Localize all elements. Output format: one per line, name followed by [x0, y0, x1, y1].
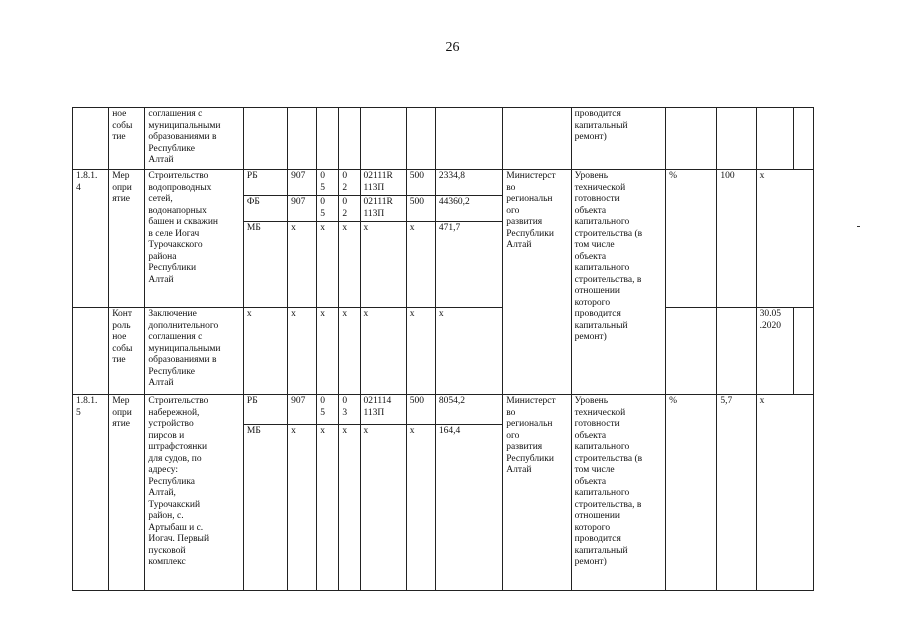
- cell-unit: [666, 308, 717, 395]
- cell-type: Конт роль ное собы тие: [109, 308, 145, 395]
- cell-rz: 0 5: [317, 170, 339, 196]
- cell-csr: х: [360, 222, 406, 308]
- cell-pr: х: [339, 308, 360, 395]
- cell-vr: 500: [406, 170, 435, 196]
- table-row: [73, 108, 814, 170]
- cell-unit: %: [666, 170, 717, 308]
- cell-date: х: [756, 395, 813, 591]
- cell-num: [73, 108, 109, 170]
- cell-indicator: проводится капитальный ремонт): [571, 108, 666, 170]
- margin-mark: [857, 226, 860, 227]
- cell-vr: х: [406, 222, 435, 308]
- cell-executor: Министерст во региональн ого развития Республики Алтай: [503, 170, 571, 395]
- table-row: [73, 308, 814, 395]
- cell-src: РБ: [243, 395, 287, 425]
- cell-csr: х: [360, 308, 406, 395]
- cell-vr: х: [406, 425, 435, 591]
- cell-vr: 500: [406, 196, 435, 222]
- cell-grbs: 907: [288, 170, 317, 196]
- cell-csr: 02111R 113П: [360, 196, 406, 222]
- cell-sum: х: [435, 308, 502, 395]
- cell-value: [717, 308, 756, 395]
- cell-pr: 0 2: [339, 170, 360, 196]
- cell-src: ФБ: [243, 196, 287, 222]
- cell-src: х: [243, 308, 287, 395]
- cell-vr: х: [406, 308, 435, 395]
- cell-src: РБ: [243, 170, 287, 196]
- cell-grbs: 907: [288, 196, 317, 222]
- cell-date: 30.05 .2020: [756, 308, 793, 395]
- cell-pr: х: [339, 222, 360, 308]
- cell-value: 5,7: [717, 395, 756, 591]
- cell-sum: 471,7: [435, 222, 502, 308]
- cell-name: Строительство водопроводных сетей, водонапорных башен и скважин в селе Иогач Турочакского района Республики Алтай: [145, 170, 244, 308]
- cell-unit: %: [666, 395, 717, 591]
- cell-value: 100: [717, 170, 756, 308]
- cell-executor: Министерст во региональн ого развития Республики Алтай: [503, 395, 571, 591]
- cell-src: МБ: [243, 222, 287, 308]
- cell-rz: х: [317, 308, 339, 395]
- cell-sum: 44360,2: [435, 196, 502, 222]
- cell-date: х: [756, 170, 813, 308]
- cell-executor: [503, 108, 571, 170]
- cell-indicator: Уровень технической готовности объекта капитального строительства (в том числе объекта капитального строительства, в отношении которого проводится капитальный ремонт): [571, 170, 666, 395]
- table-row: [73, 395, 814, 425]
- cell-sum: 8054,2: [435, 395, 502, 425]
- cell-num: 1.8.1. 4: [73, 170, 109, 308]
- cell-type: Мер опри ятие: [109, 395, 145, 591]
- cell-rz: 0 5: [317, 395, 339, 425]
- cell-grbs: х: [288, 222, 317, 308]
- cell-grbs: х: [288, 425, 317, 591]
- page-number: 26: [445, 40, 460, 55]
- cell-grbs: 907: [288, 395, 317, 425]
- cell-num: [73, 308, 109, 395]
- cell-indicator: Уровень технической готовности объекта капитального строительства (в том числе объекта капитального строительства, в отношении которого проводится капитальный ремонт): [571, 395, 666, 591]
- cell-rz: х: [317, 425, 339, 591]
- cell-name: соглашения с муниципальными образованиями в Республике Алтай: [145, 108, 244, 170]
- cell-src: МБ: [243, 425, 287, 591]
- cell-vr: 500: [406, 395, 435, 425]
- cell-name: Строительство набережной, устройство пирсов и штрафстоянки для судов, по адресу: Республика Алтай, Турочакский район, с. Артыбаш и с. Иогач. Первый пусковой комплекс: [145, 395, 244, 591]
- cell-num: 1.8.1. 5: [73, 395, 109, 591]
- cell-grbs: х: [288, 308, 317, 395]
- cell-rz: х: [317, 222, 339, 308]
- cell-pr: 0 2: [339, 196, 360, 222]
- table-row: [73, 170, 814, 196]
- cell-rz: 0 5: [317, 196, 339, 222]
- cell-name: Заключение дополнительного соглашения с муниципальными образованиями в Республике Алтай: [145, 308, 244, 395]
- cell-sum: 2334,8: [435, 170, 502, 196]
- cell-pr: 0 3: [339, 395, 360, 425]
- cell-sum: 164,4: [435, 425, 502, 591]
- cell-pr: х: [339, 425, 360, 591]
- cell-csr: 02111R 113П: [360, 170, 406, 196]
- cell-csr: 021114 113П: [360, 395, 406, 425]
- cell-type: Мер опри ятие: [109, 170, 145, 308]
- budget-table: [72, 107, 814, 591]
- cell-type: ное собы тие: [109, 108, 145, 170]
- cell-csr: х: [360, 425, 406, 591]
